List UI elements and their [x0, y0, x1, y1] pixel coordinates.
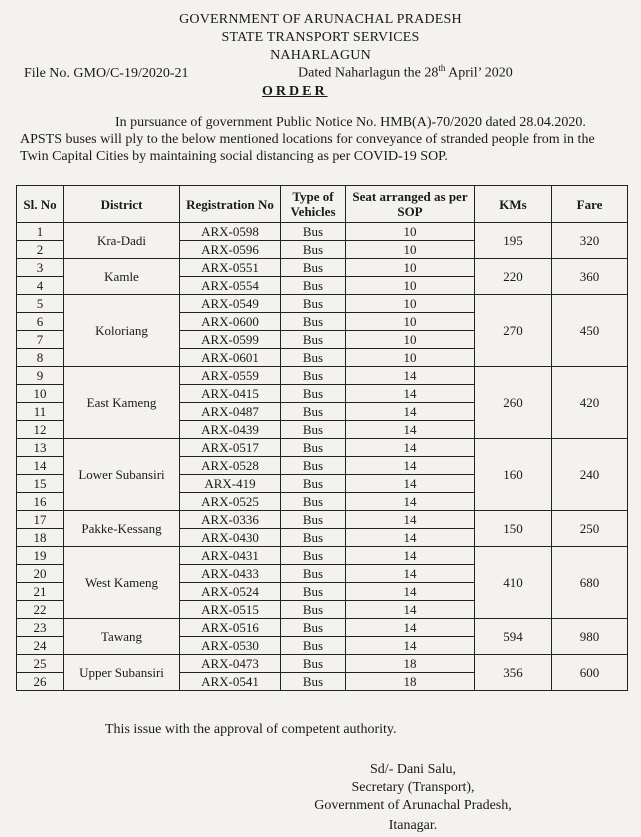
cell-sl-no: 3	[17, 259, 64, 277]
cell-sl-no: 9	[17, 367, 64, 385]
cell-seats: 14	[346, 439, 475, 457]
cell-seats: 18	[346, 655, 475, 673]
cell-fare: 450	[552, 295, 628, 367]
signatory-place: Itanagar.	[388, 818, 438, 833]
bus-schedule-table	[16, 185, 628, 691]
cell-sl-no: 25	[17, 655, 64, 673]
cell-registration: ARX-0598	[180, 223, 281, 241]
col-header-vehicle-type: Type of Vehicles	[281, 186, 346, 223]
cell-sl-no: 21	[17, 583, 64, 601]
cell-registration: ARX-0517	[180, 439, 281, 457]
cell-district: West Kameng	[64, 547, 180, 619]
cell-fare: 250	[552, 511, 628, 547]
cell-registration: ARX-0524	[180, 583, 281, 601]
order-title: ORDER	[262, 84, 328, 99]
cell-registration: ARX-0430	[180, 529, 281, 547]
cell-seats: 10	[346, 295, 475, 313]
cell-fare: 320	[552, 223, 628, 259]
col-header-kms: KMs	[475, 186, 552, 223]
cell-vehicle-type: Bus	[281, 331, 346, 349]
table-row	[17, 295, 628, 313]
cell-vehicle-type: Bus	[281, 367, 346, 385]
cell-district: East Kameng	[64, 367, 180, 439]
header-department: STATE TRANSPORT SERVICES	[221, 30, 420, 45]
table-header-row	[17, 186, 628, 223]
table-row	[17, 439, 628, 457]
cell-sl-no: 18	[17, 529, 64, 547]
cell-seats: 14	[346, 457, 475, 475]
cell-seats: 14	[346, 421, 475, 439]
cell-registration: ARX-0525	[180, 493, 281, 511]
header-location: NAHARLAGUN	[270, 48, 371, 63]
cell-vehicle-type: Bus	[281, 385, 346, 403]
cell-vehicle-type: Bus	[281, 637, 346, 655]
date-prefix: Dated Naharlagun the 28	[298, 65, 439, 81]
col-header-sl-no: Sl. No	[17, 186, 64, 223]
table-row	[17, 547, 628, 565]
cell-seats: 14	[346, 565, 475, 583]
table-row	[17, 619, 628, 637]
cell-registration: ARX-0336	[180, 511, 281, 529]
signatory-organisation: Government of Arunachal Pradesh,	[314, 798, 512, 813]
cell-seats: 10	[346, 313, 475, 331]
date-suffix: April’ 2020	[445, 65, 513, 81]
table-row	[17, 511, 628, 529]
cell-seats: 10	[346, 331, 475, 349]
cell-sl-no: 7	[17, 331, 64, 349]
signatory-name: Sd/- Dani Salu,	[370, 762, 456, 777]
cell-vehicle-type: Bus	[281, 313, 346, 331]
cell-vehicle-type: Bus	[281, 565, 346, 583]
table-row	[17, 655, 628, 673]
cell-vehicle-type: Bus	[281, 457, 346, 475]
cell-seats: 10	[346, 349, 475, 367]
cell-registration: ARX-0601	[180, 349, 281, 367]
cell-registration: ARX-0596	[180, 241, 281, 259]
cell-registration: ARX-0551	[180, 259, 281, 277]
cell-vehicle-type: Bus	[281, 547, 346, 565]
cell-kms: 270	[475, 295, 552, 367]
cell-sl-no: 13	[17, 439, 64, 457]
cell-sl-no: 26	[17, 673, 64, 691]
cell-seats: 14	[346, 403, 475, 421]
cell-district: Pakke-Kessang	[64, 511, 180, 547]
header-government: GOVERNMENT OF ARUNACHAL PRADESH	[179, 12, 462, 27]
cell-sl-no: 11	[17, 403, 64, 421]
order-date	[298, 63, 513, 82]
cell-vehicle-type: Bus	[281, 223, 346, 241]
cell-sl-no: 17	[17, 511, 64, 529]
cell-seats: 10	[346, 223, 475, 241]
cell-seats: 14	[346, 385, 475, 403]
cell-sl-no: 24	[17, 637, 64, 655]
col-header-registration: Registration No	[180, 186, 281, 223]
cell-vehicle-type: Bus	[281, 277, 346, 295]
cell-sl-no: 6	[17, 313, 64, 331]
cell-vehicle-type: Bus	[281, 241, 346, 259]
cell-vehicle-type: Bus	[281, 295, 346, 313]
cell-vehicle-type: Bus	[281, 673, 346, 691]
cell-kms: 410	[475, 547, 552, 619]
cell-seats: 10	[346, 277, 475, 295]
cell-registration: ARX-0415	[180, 385, 281, 403]
cell-vehicle-type: Bus	[281, 619, 346, 637]
cell-vehicle-type: Bus	[281, 601, 346, 619]
signatory-designation: Secretary (Transport),	[351, 780, 475, 795]
cell-registration: ARX-0439	[180, 421, 281, 439]
cell-registration: ARX-0431	[180, 547, 281, 565]
cell-vehicle-type: Bus	[281, 655, 346, 673]
cell-seats: 14	[346, 637, 475, 655]
col-header-seats: Seat arranged as per SOP	[346, 186, 475, 223]
cell-district: Lower Subansiri	[64, 439, 180, 511]
cell-seats: 10	[346, 259, 475, 277]
col-header-fare: Fare	[552, 186, 628, 223]
table-body	[17, 223, 628, 691]
cell-vehicle-type: Bus	[281, 583, 346, 601]
cell-kms: 150	[475, 511, 552, 547]
cell-vehicle-type: Bus	[281, 529, 346, 547]
cell-fare: 240	[552, 439, 628, 511]
cell-registration: ARX-0541	[180, 673, 281, 691]
col-header-district: District	[64, 186, 180, 223]
cell-sl-no: 2	[17, 241, 64, 259]
cell-sl-no: 16	[17, 493, 64, 511]
cell-seats: 14	[346, 529, 475, 547]
cell-vehicle-type: Bus	[281, 349, 346, 367]
cell-sl-no: 19	[17, 547, 64, 565]
cell-district: Upper Subansiri	[64, 655, 180, 691]
cell-registration: ARX-0600	[180, 313, 281, 331]
cell-sl-no: 10	[17, 385, 64, 403]
cell-seats: 14	[346, 601, 475, 619]
cell-vehicle-type: Bus	[281, 259, 346, 277]
cell-sl-no: 22	[17, 601, 64, 619]
cell-seats: 14	[346, 511, 475, 529]
cell-fare: 980	[552, 619, 628, 655]
cell-district: Kra-Dadi	[64, 223, 180, 259]
cell-sl-no: 4	[17, 277, 64, 295]
cell-sl-no: 20	[17, 565, 64, 583]
cell-kms: 195	[475, 223, 552, 259]
cell-district: Tawang	[64, 619, 180, 655]
cell-kms: 594	[475, 619, 552, 655]
cell-seats: 14	[346, 547, 475, 565]
cell-registration: ARX-0530	[180, 637, 281, 655]
cell-kms: 356	[475, 655, 552, 691]
cell-registration: ARX-0515	[180, 601, 281, 619]
cell-vehicle-type: Bus	[281, 439, 346, 457]
cell-seats: 14	[346, 619, 475, 637]
order-body-text: In pursuance of government Public Notice No. HMB(A)-70/2020 dated 28.04.2020. APSTS buses will ply to the below mentioned locations for conveyance of stranded people from in the Twin Capital Cities by maintaining social distancing as per COVID-19 SOP.	[20, 115, 595, 164]
table-row	[17, 367, 628, 385]
cell-registration: ARX-0516	[180, 619, 281, 637]
cell-vehicle-type: Bus	[281, 403, 346, 421]
file-number: File No. GMO/C-19/2020-21	[24, 66, 189, 81]
cell-seats: 14	[346, 583, 475, 601]
cell-fare: 360	[552, 259, 628, 295]
cell-registration: ARX-0554	[180, 277, 281, 295]
cell-registration: ARX-0487	[180, 403, 281, 421]
cell-seats: 14	[346, 367, 475, 385]
cell-sl-no: 23	[17, 619, 64, 637]
cell-vehicle-type: Bus	[281, 475, 346, 493]
cell-sl-no: 12	[17, 421, 64, 439]
cell-registration: ARX-0599	[180, 331, 281, 349]
cell-seats: 14	[346, 493, 475, 511]
cell-vehicle-type: Bus	[281, 511, 346, 529]
approval-note: This issue with the approval of competent authority.	[105, 722, 397, 737]
cell-sl-no: 15	[17, 475, 64, 493]
date-superscript: th	[438, 63, 446, 73]
cell-seats: 10	[346, 241, 475, 259]
cell-sl-no: 14	[17, 457, 64, 475]
cell-registration: ARX-0559	[180, 367, 281, 385]
cell-seats: 18	[346, 673, 475, 691]
table-row	[17, 259, 628, 277]
cell-vehicle-type: Bus	[281, 493, 346, 511]
cell-district: Koloriang	[64, 295, 180, 367]
cell-vehicle-type: Bus	[281, 421, 346, 439]
cell-kms: 160	[475, 439, 552, 511]
cell-registration: ARX-0473	[180, 655, 281, 673]
cell-sl-no: 8	[17, 349, 64, 367]
cell-fare: 420	[552, 367, 628, 439]
cell-sl-no: 1	[17, 223, 64, 241]
cell-district: Kamle	[64, 259, 180, 295]
table-row	[17, 223, 628, 241]
cell-fare: 680	[552, 547, 628, 619]
cell-kms: 220	[475, 259, 552, 295]
cell-registration: ARX-0433	[180, 565, 281, 583]
cell-sl-no: 5	[17, 295, 64, 313]
cell-registration: ARX-419	[180, 475, 281, 493]
cell-registration: ARX-0528	[180, 457, 281, 475]
cell-fare: 600	[552, 655, 628, 691]
cell-seats: 14	[346, 475, 475, 493]
cell-kms: 260	[475, 367, 552, 439]
cell-registration: ARX-0549	[180, 295, 281, 313]
order-body	[20, 114, 625, 165]
